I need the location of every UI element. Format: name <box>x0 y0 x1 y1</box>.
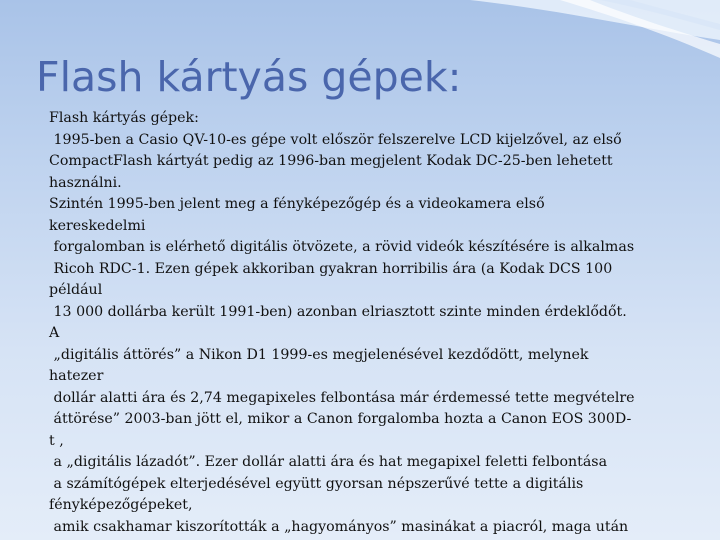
body-line: 13 000 dollárba került 1991-ben) azonban elriasztott szinte minden érdeklődőt. <box>49 303 627 320</box>
body-line: Ricoh RDC-1. Ezen gépek akkoriban gyakran horribilis ára (a Kodak DCS 100 <box>49 260 613 277</box>
body-line: t , <box>49 432 64 449</box>
body-line: amik csakhamar kiszorították a „hagyományos” masinákat a piacról, maga után <box>49 518 629 535</box>
body-line: 1995-ben a Casio QV-10-es gépe volt először felszerelve LCD kijelzővel, az első <box>49 131 622 148</box>
body-line: a számítógépek elterjedésével együtt gyorsan népszerűvé tette a digitális <box>49 475 584 492</box>
body-line: például <box>49 282 103 298</box>
body-line: Flash kártyás gépek: <box>49 110 199 126</box>
body-line: A <box>49 325 60 341</box>
body-line: áttörése” 2003-ban jött el, mikor a Canon forgalomba hozta a Canon EOS 300D- <box>49 411 632 427</box>
slide-title: Flash kártyás gépek: <box>36 53 462 101</box>
body-line: „digitális áttörés” a Nikon D1 1999-es megjelenésével kezdődött, melynek <box>49 346 589 363</box>
body-line: használni. <box>49 174 122 191</box>
body-line: kereskedelmi <box>49 217 146 234</box>
body-line: CompactFlash kártyát pedig az 1996-ban megjelent Kodak DC-25-ben lehetett <box>49 153 613 169</box>
body-line: hatezer <box>49 368 104 384</box>
body-line: fényképezőgépeket, <box>49 497 193 513</box>
body-line: forgalomban is elérhető digitális ötvözete, a rövid videók készítésére is alkalmas <box>49 239 635 255</box>
slide-body <box>49 108 709 538</box>
body-line: dollár alatti ára és 2,74 megapixeles felbontása már érdemessé tette megvételre <box>49 389 635 406</box>
body-line: a „digitális lázadót”. Ezer dollár alatti ára és hat megapixel feletti felbontása <box>49 454 608 470</box>
body-line: Szintén 1995-ben jelent meg a fényképezőgép és a videokamera első <box>49 196 545 212</box>
